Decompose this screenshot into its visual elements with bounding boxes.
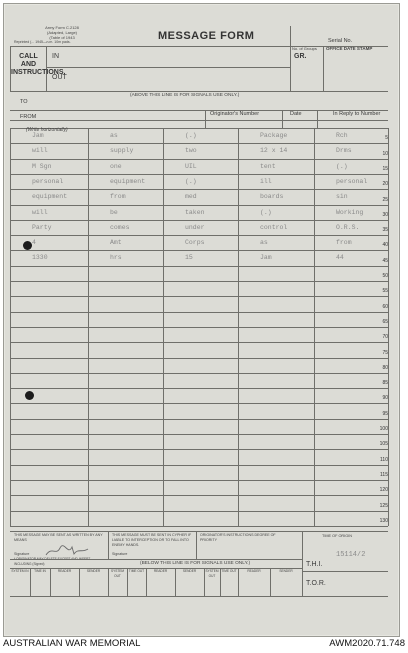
signals-column-label: TIME OUT <box>221 569 237 573</box>
row-number: 30 <box>382 211 388 218</box>
punch-hole <box>23 241 32 250</box>
message-word: be <box>110 208 118 216</box>
reprint-note: Reprinted (... 1945—n.m. 10m pads. <box>14 40 71 44</box>
date-label: Date <box>290 111 302 117</box>
row-number: 75 <box>382 349 388 356</box>
row-number: 35 <box>382 227 388 234</box>
grid-row-line <box>10 373 388 374</box>
row-number: 70 <box>382 334 388 341</box>
row-number: 90 <box>382 395 388 402</box>
grid-row-line <box>10 250 388 251</box>
message-word: ill <box>260 177 272 185</box>
delete-note: * ORIGINATOR MAY DELETE EXCEPT AND INSERT INCLUDING (Signed) <box>14 557 91 566</box>
army-form-line: Army Form C.2128 <box>45 25 79 30</box>
row-number: 65 <box>382 318 388 325</box>
grid-row-line <box>10 342 388 343</box>
message-word: Jam <box>32 132 44 139</box>
message-word: equipment <box>110 177 146 185</box>
time-of-origin-value: 15114/2 <box>336 551 366 559</box>
serial-label: Serial No. <box>328 38 353 44</box>
message-word: as <box>110 132 118 139</box>
reply-number-label: In Reply to Number <box>333 111 381 117</box>
row-number: 55 <box>382 288 388 295</box>
message-word: (.) <box>260 208 272 216</box>
grid-row-line <box>10 403 388 404</box>
grid-row-line <box>10 358 388 359</box>
grid-row-line <box>10 220 388 221</box>
message-word: 15 <box>185 254 193 262</box>
message-word: Working <box>336 208 364 216</box>
message-word: (.) <box>185 177 197 185</box>
row-number: 105 <box>379 441 388 448</box>
call-instructions-label: CALL AND INSTRUCTIONS. <box>11 53 66 76</box>
time-of-origin-label: TIME OF ORIGIN <box>322 534 352 538</box>
message-word: (.) <box>336 162 348 170</box>
write-horizontally-note: (Write horizontally) <box>26 127 68 133</box>
form-title: MESSAGE FORM <box>158 30 255 42</box>
office-stamp-label: OFFICE DATE STAMP <box>326 46 373 51</box>
archive-credit-left: AUSTRALIAN WAR MEMORIAL <box>3 638 141 649</box>
footer-box-priority: ORIGINATOR'S INSTRUCTIONS DEGREE OF PRIORITY <box>200 533 276 542</box>
signals-column-label: READER <box>247 569 261 573</box>
message-word: M Sgn <box>32 162 52 170</box>
message-word: Drms <box>336 147 352 155</box>
grid-row-line <box>10 235 388 236</box>
message-word: Package <box>260 132 288 139</box>
row-number: 85 <box>382 380 388 387</box>
grid-row-line <box>10 388 388 389</box>
signature-label: Signature <box>112 552 128 556</box>
army-form-note <box>32 25 92 40</box>
message-word: (.) <box>185 132 197 139</box>
grid-row-line <box>10 434 388 435</box>
footer-box-cypher <box>112 533 192 557</box>
grid-row-line <box>10 266 388 267</box>
out-label: OUT <box>52 74 67 81</box>
message-word: O.R.S. <box>336 223 360 231</box>
message-word: Party <box>32 223 52 231</box>
message-word: Corps <box>185 239 205 247</box>
row-number: 50 <box>382 273 388 279</box>
thi-label: T.H.I. <box>306 561 323 568</box>
grid-column-line <box>388 128 389 526</box>
signals-column-label: SENDER <box>86 569 101 573</box>
grid-row-line <box>10 526 388 527</box>
grid-row-line <box>10 312 388 313</box>
row-number: 120 <box>379 487 388 494</box>
grid-row-line <box>10 480 388 481</box>
row-number: 95 <box>382 410 388 417</box>
signals-column-label: TIME OUT <box>128 569 145 573</box>
row-number: 115 <box>380 471 388 478</box>
army-form-line: (Adapted, Large) <box>46 30 78 35</box>
signals-column-label: TIME IN <box>34 569 46 573</box>
message-word: personal <box>336 177 368 185</box>
row-number: 45 <box>382 257 388 264</box>
message-word: equipment <box>32 193 68 201</box>
grid-row-line <box>10 205 388 206</box>
message-word: Amt <box>110 239 122 247</box>
signals-column-label: SYSTEM OUT <box>110 569 125 578</box>
row-number: 80 <box>382 364 388 371</box>
row-number: 60 <box>382 303 388 310</box>
row-number: 10 <box>382 150 388 157</box>
message-word: Jam <box>260 254 272 262</box>
cypher-note: THIS MESSAGE MUST BE SENT IN CYPHER IF LIABLE TO INTERCEPTION OR TO FALL INTO ENEMY HANDS. <box>112 533 192 547</box>
grid-row-line <box>10 495 388 496</box>
message-word: from <box>336 239 352 247</box>
below-signals-line: (BELOW THIS LINE IS FOR SIGNALS USE ONLY.) <box>140 561 251 566</box>
row-number: 15 <box>382 165 388 172</box>
in-label: IN <box>52 53 59 60</box>
message-word: under <box>185 223 205 231</box>
tor-label: T.O.R. <box>306 580 326 587</box>
message-word: one <box>110 162 122 170</box>
row-number: 110 <box>380 456 388 463</box>
message-word: control <box>260 223 288 231</box>
message-word: hrs <box>110 254 122 262</box>
message-word: as <box>260 239 268 247</box>
message-word: supply <box>110 147 134 155</box>
row-number: 20 <box>382 181 388 188</box>
army-form-line: (Table of 1943 <box>49 35 75 40</box>
grid-row-line <box>10 511 388 512</box>
signals-column-label: SENDER <box>182 569 197 573</box>
message-word: two <box>185 147 197 155</box>
signals-column-label: READER <box>57 569 72 573</box>
archive-credit-right: AWM2020.71.748 <box>329 638 405 649</box>
originator-number-label: Originator's Number <box>210 111 260 117</box>
grid-row-line <box>10 465 388 466</box>
gr-label: GR. <box>294 53 307 60</box>
grid-row-line <box>10 449 388 450</box>
message-word: 1330 <box>32 254 48 262</box>
signature-label: Signature <box>14 552 30 556</box>
grid-row-line <box>10 419 388 420</box>
row-number: 100 <box>379 426 388 432</box>
from-label: FROM <box>20 114 37 120</box>
message-word: from <box>110 193 126 201</box>
groups-label: No. of Groups <box>292 46 317 51</box>
grid-row-line <box>10 296 388 297</box>
message-word: med <box>185 193 197 201</box>
signals-column-label: SENDER <box>279 569 293 573</box>
message-word: tent <box>260 162 276 170</box>
message-word: 12 x 14 <box>260 147 288 155</box>
row-number: 40 <box>382 242 388 249</box>
message-word: comes <box>110 223 130 231</box>
grid-row-line <box>10 327 388 328</box>
row-number: 5 <box>385 135 388 142</box>
message-word: boards <box>260 193 284 201</box>
message-word: taken <box>185 208 205 216</box>
grid-row-line <box>10 174 388 175</box>
to-label: TO <box>20 99 28 105</box>
message-word: 44 <box>336 254 344 262</box>
grid-row-line <box>10 159 388 160</box>
grid-row-line <box>10 281 388 282</box>
message-word: 4 <box>32 239 36 247</box>
message-word: sin <box>336 193 348 201</box>
message-word: Rch <box>336 132 348 139</box>
grid-row-line <box>10 143 388 144</box>
punch-hole <box>25 391 34 400</box>
row-number: 25 <box>382 196 388 203</box>
message-word: will <box>32 147 48 155</box>
message-word: UIL <box>185 162 197 170</box>
row-number: 125 <box>379 502 388 509</box>
row-number: 130 <box>379 517 388 524</box>
message-word: will <box>32 208 48 216</box>
grid-row-line <box>10 189 388 190</box>
signals-column-label: READER <box>153 569 168 573</box>
message-word: personal <box>32 177 64 185</box>
signals-column-label: SYSTEM OUT <box>205 569 219 578</box>
signals-column-label: SYSTEM IN <box>11 569 29 573</box>
above-signals-line: (ABOVE THIS LINE IS FOR SIGNALS USE ONLY.) <box>130 93 240 98</box>
handwritten-signature <box>44 544 92 558</box>
written-note: THIS MESSAGE MAY BE SENT AS WRITTEN BY ANY MEANS <box>14 533 103 542</box>
